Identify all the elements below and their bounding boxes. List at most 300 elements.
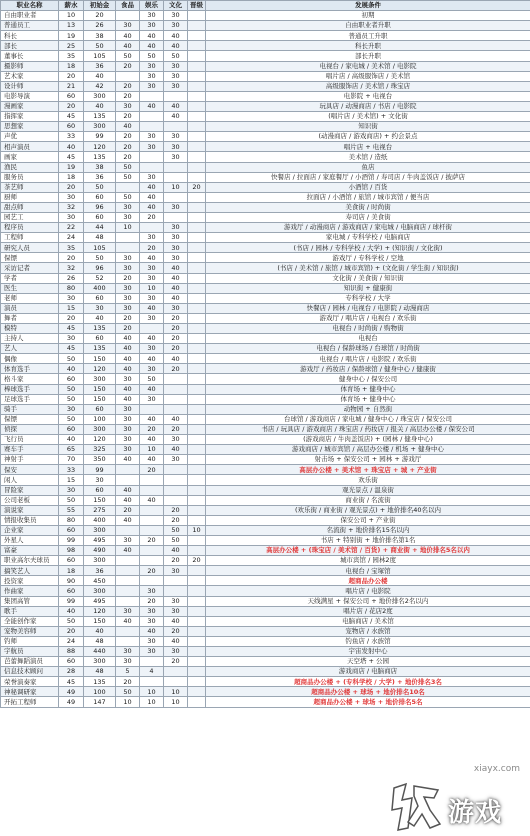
entertainment-cell: 30 [140, 263, 164, 273]
table-row [1, 636, 530, 646]
initial-funds-cell: 495 [84, 596, 116, 606]
job-name-cell: 飞行员 [1, 435, 59, 445]
culture-cell [164, 404, 188, 414]
conditions-cell: 观光景点 / 温泉街 [206, 485, 530, 495]
salary-cell: 40 [59, 142, 84, 152]
promotion-cell [188, 31, 206, 41]
initial-funds-cell: 40 [84, 71, 116, 81]
job-name-cell: 工程师 [1, 233, 59, 243]
table-row [1, 435, 530, 445]
promotion-cell [188, 677, 206, 687]
conditions-cell: 健身中心 / 保安公司 [206, 374, 530, 384]
table-row [1, 132, 530, 142]
culture-cell [164, 485, 188, 495]
entertainment-cell [140, 122, 164, 132]
salary-cell: 70 [59, 455, 84, 465]
table-row [1, 192, 530, 202]
promotion-cell [188, 485, 206, 495]
header-job-name: 职业名称 [1, 1, 59, 11]
entertainment-cell: 20 [140, 212, 164, 222]
culture-cell: 30 [164, 202, 188, 212]
entertainment-cell: 40 [140, 455, 164, 465]
header-entertainment: 娱乐 [140, 1, 164, 11]
initial-funds-cell: 300 [84, 586, 116, 596]
job-name-cell: 普通员工 [1, 21, 59, 31]
entertainment-cell: 10 [140, 445, 164, 455]
culture-cell: 20 [164, 505, 188, 515]
table-row [1, 152, 530, 162]
food-cell: 20 [116, 91, 140, 101]
food-cell: 40 [116, 334, 140, 344]
initial-funds-cell: 135 [84, 677, 116, 687]
entertainment-cell [140, 324, 164, 334]
promotion-cell [188, 202, 206, 212]
culture-cell [164, 192, 188, 202]
header-conditions: 发展条件 [206, 1, 530, 11]
conditions-cell: 快餐店 / 拉面店 / 家庭餐厅 / 小酒馆 / 寿司店 / 牛肉盖饭店 / 披萨店 [206, 172, 530, 182]
table-row [1, 687, 530, 697]
food-cell [116, 11, 140, 21]
entertainment-cell: 30 [140, 586, 164, 596]
conditions-cell: 动物园 + 自然街 [206, 404, 530, 414]
initial-funds-cell: 135 [84, 344, 116, 354]
salary-cell: 25 [59, 41, 84, 51]
promotion-cell [188, 435, 206, 445]
table-row [1, 424, 530, 434]
conditions-cell: 初期 [206, 11, 530, 21]
salary-cell: 20 [59, 313, 84, 323]
table-row [1, 445, 530, 455]
salary-cell: 35 [59, 51, 84, 61]
entertainment-cell [140, 475, 164, 485]
table-row [1, 505, 530, 515]
culture-cell: 40 [164, 101, 188, 111]
promotion-cell [188, 263, 206, 273]
conditions-cell: 唱片店 / 高级服饰店 / 美术馆 [206, 71, 530, 81]
promotion-cell [188, 364, 206, 374]
food-cell: 40 [116, 384, 140, 394]
job-name-cell: 宇航员 [1, 647, 59, 657]
entertainment-cell [140, 576, 164, 586]
conditions-cell: (唱片店 / 美术馆) + 文化街 [206, 112, 530, 122]
food-cell: 40 [116, 354, 140, 364]
conditions-cell: 天空塔 + 公园 [206, 657, 530, 667]
table-row [1, 61, 530, 71]
food-cell: 20 [116, 61, 140, 71]
initial-funds-cell: 135 [84, 152, 116, 162]
initial-funds-cell: 275 [84, 505, 116, 515]
table-row [1, 273, 530, 283]
conditions-cell: 超商品办公楼 [206, 576, 530, 586]
promotion-cell [188, 61, 206, 71]
conditions-cell: (书店 / 美术馆 / 旅馆 / 城市宾馆) + (文化街 / 学生街 / 知识街) [206, 263, 530, 273]
salary-cell: 33 [59, 465, 84, 475]
food-cell [116, 576, 140, 586]
job-name-cell: 电影导演 [1, 91, 59, 101]
table-row [1, 465, 530, 475]
job-name-cell: 模特 [1, 324, 59, 334]
watermark [378, 762, 530, 836]
entertainment-cell: 40 [140, 101, 164, 111]
entertainment-cell: 40 [140, 334, 164, 344]
initial-funds-cell: 60 [84, 212, 116, 222]
promotion-cell [188, 505, 206, 515]
promotion-cell [188, 324, 206, 334]
table-row [1, 384, 530, 394]
job-name-cell: 闲人 [1, 475, 59, 485]
promotion-cell [188, 233, 206, 243]
initial-funds-cell: 40 [84, 313, 116, 323]
initial-funds-cell: 50 [84, 253, 116, 263]
entertainment-cell: 30 [140, 293, 164, 303]
food-cell: 40 [116, 515, 140, 525]
table-row [1, 394, 530, 404]
salary-cell: 90 [59, 576, 84, 586]
initial-funds-cell: 42 [84, 81, 116, 91]
food-cell [116, 596, 140, 606]
promotion-cell [188, 172, 206, 182]
promotion-cell: 10 [188, 525, 206, 535]
initial-funds-cell: 300 [84, 556, 116, 566]
food-cell: 30 [116, 293, 140, 303]
food-cell [116, 566, 140, 576]
job-name-cell: 荣誉演奏家 [1, 677, 59, 687]
culture-cell: 40 [164, 414, 188, 424]
salary-cell: 65 [59, 445, 84, 455]
table-row [1, 414, 530, 424]
job-name-cell: 赛车手 [1, 445, 59, 455]
salary-cell: 18 [59, 172, 84, 182]
entertainment-cell: 40 [140, 303, 164, 313]
promotion-cell [188, 616, 206, 626]
table-row [1, 263, 530, 273]
initial-funds-cell: 36 [84, 61, 116, 71]
entertainment-cell: 30 [140, 273, 164, 283]
table-row [1, 223, 530, 233]
job-name-cell: 厨师 [1, 192, 59, 202]
salary-cell: 50 [59, 384, 84, 394]
conditions-cell: 高层办公楼 + 美术馆 + 珠宝店 + 城 + 产业街 [206, 465, 530, 475]
job-name-cell: 董事长 [1, 51, 59, 61]
initial-funds-cell: 36 [84, 566, 116, 576]
salary-cell: 88 [59, 647, 84, 657]
entertainment-cell: 10 [140, 697, 164, 707]
initial-funds-cell: 30 [84, 303, 116, 313]
entertainment-cell [140, 677, 164, 687]
initial-funds-cell: 150 [84, 354, 116, 364]
food-cell [116, 475, 140, 485]
salary-cell: 60 [59, 586, 84, 596]
salary-cell: 50 [59, 616, 84, 626]
job-name-cell: 指挥家 [1, 112, 59, 122]
conditions-cell: 自由职业者升职 [206, 21, 530, 31]
table-row [1, 364, 530, 374]
salary-cell: 13 [59, 21, 84, 31]
job-name-cell: 摄影师 [1, 61, 59, 71]
salary-cell: 33 [59, 132, 84, 142]
conditions-cell: 唱片店 + 电视台 [206, 142, 530, 152]
culture-cell [164, 394, 188, 404]
table-row [1, 374, 530, 384]
promotion-cell [188, 586, 206, 596]
table-row [1, 404, 530, 414]
entertainment-cell: 30 [140, 61, 164, 71]
promotion-cell [188, 495, 206, 505]
food-cell: 30 [116, 374, 140, 384]
culture-cell: 30 [164, 71, 188, 81]
salary-cell: 10 [59, 11, 84, 21]
table-row [1, 485, 530, 495]
job-name-cell: 保镖 [1, 253, 59, 263]
initial-funds-cell: 450 [84, 576, 116, 586]
salary-cell: 60 [59, 556, 84, 566]
conditions-cell: 美术馆 / 造纸 [206, 152, 530, 162]
salary-cell: 45 [59, 344, 84, 354]
job-name-cell: 足球选手 [1, 394, 59, 404]
conditions-cell: 电脑商店 / 美术馆 [206, 616, 530, 626]
entertainment-cell [140, 485, 164, 495]
promotion-cell [188, 91, 206, 101]
table-row [1, 41, 530, 51]
promotion-cell [188, 414, 206, 424]
table-row [1, 647, 530, 657]
initial-funds-cell: 100 [84, 414, 116, 424]
entertainment-cell: 40 [140, 31, 164, 41]
food-cell: 40 [116, 495, 140, 505]
food-cell: 20 [116, 677, 140, 687]
culture-cell: 30 [164, 81, 188, 91]
food-cell: 40 [116, 616, 140, 626]
food-cell: 40 [116, 122, 140, 132]
culture-cell: 10 [164, 687, 188, 697]
initial-funds-cell: 96 [84, 202, 116, 212]
salary-cell: 30 [59, 485, 84, 495]
job-name-cell: 企业家 [1, 525, 59, 535]
entertainment-cell: 20 [140, 243, 164, 253]
entertainment-cell: 30 [140, 616, 164, 626]
culture-cell: 40 [164, 293, 188, 303]
promotion-cell [188, 566, 206, 576]
job-name-cell: 茶艺师 [1, 182, 59, 192]
promotion-cell [188, 606, 206, 616]
initial-funds-cell: 38 [84, 162, 116, 172]
promotion-cell [188, 404, 206, 414]
culture-cell: 30 [164, 233, 188, 243]
promotion-cell [188, 455, 206, 465]
food-cell [116, 626, 140, 636]
culture-cell: 30 [164, 21, 188, 31]
food-cell: 30 [116, 202, 140, 212]
promotion-cell [188, 273, 206, 283]
salary-cell: 50 [59, 354, 84, 364]
food-cell: 40 [116, 344, 140, 354]
initial-funds-cell: 60 [84, 485, 116, 495]
conditions-cell: 寿司店 / 美食街 [206, 212, 530, 222]
initial-funds-cell: 50 [84, 182, 116, 192]
culture-cell: 20 [164, 334, 188, 344]
culture-cell [164, 122, 188, 132]
entertainment-cell: 30 [140, 313, 164, 323]
promotion-cell [188, 71, 206, 81]
promotion-cell [188, 112, 206, 122]
table-row [1, 546, 530, 556]
conditions-cell: 电视台 [206, 334, 530, 344]
conditions-cell: 知识街 + 健康街 [206, 283, 530, 293]
promotion-cell [188, 515, 206, 525]
initial-funds-cell: 300 [84, 525, 116, 535]
culture-cell: 50 [164, 51, 188, 61]
conditions-cell: 超商品办公楼 + 球场 + 地价排名10名 [206, 687, 530, 697]
promotion-cell [188, 122, 206, 132]
job-name-cell: 漫画家 [1, 101, 59, 111]
job-name-cell: 公司老板 [1, 495, 59, 505]
food-cell: 40 [116, 394, 140, 404]
conditions-cell: 名流街 + 地价排名15名以内 [206, 525, 530, 535]
conditions-cell: 射击场 + 保安公司 + 园林 + 游戏厅 [206, 455, 530, 465]
culture-cell: 30 [164, 223, 188, 233]
culture-cell [164, 677, 188, 687]
job-name-cell: 职业高尔夫球员 [1, 556, 59, 566]
job-name-cell: 钓师 [1, 636, 59, 646]
salary-cell: 40 [59, 364, 84, 374]
initial-funds-cell: 147 [84, 697, 116, 707]
conditions-cell: 游戏厅 / 唱片店 / 电视台 / 欢乐街 [206, 313, 530, 323]
watermark-site-text: xiayx.com [473, 764, 520, 774]
salary-cell: 60 [59, 91, 84, 101]
food-cell: 20 [116, 132, 140, 142]
entertainment-cell: 50 [140, 51, 164, 61]
promotion-cell [188, 667, 206, 677]
culture-cell: 30 [164, 596, 188, 606]
culture-cell: 40 [164, 354, 188, 364]
entertainment-cell: 30 [140, 172, 164, 182]
promotion-cell [188, 162, 206, 172]
conditions-cell: 游戏厅 / 专科学校 / 空地 [206, 253, 530, 263]
food-cell: 50 [116, 192, 140, 202]
culture-cell [164, 475, 188, 485]
job-name-cell: 神秘调研家 [1, 687, 59, 697]
job-name-cell: 富豪 [1, 546, 59, 556]
table-row [1, 233, 530, 243]
table-row [1, 212, 530, 222]
salary-cell: 45 [59, 324, 84, 334]
header-promotion: 晋级 [188, 1, 206, 11]
culture-cell [164, 586, 188, 596]
job-name-cell: 开拓工程师 [1, 697, 59, 707]
job-name-cell: 体育选手 [1, 364, 59, 374]
table-row [1, 172, 530, 182]
table-row [1, 81, 530, 91]
salary-cell: 99 [59, 596, 84, 606]
table-row [1, 31, 530, 41]
table-row [1, 11, 530, 21]
job-name-cell: 侦探 [1, 424, 59, 434]
promotion-cell [188, 647, 206, 657]
culture-cell: 50 [164, 535, 188, 545]
table-row [1, 313, 530, 323]
entertainment-cell: 30 [140, 394, 164, 404]
entertainment-cell: 30 [140, 606, 164, 616]
initial-funds-cell: 50 [84, 41, 116, 51]
job-name-cell: 部长 [1, 41, 59, 51]
promotion-cell [188, 636, 206, 646]
table-row [1, 182, 530, 192]
food-cell [116, 636, 140, 646]
job-name-cell: 保安 [1, 465, 59, 475]
initial-funds-cell: 100 [84, 687, 116, 697]
salary-cell: 49 [59, 687, 84, 697]
salary-cell: 49 [59, 697, 84, 707]
culture-cell: 40 [164, 283, 188, 293]
conditions-cell: 快餐店 / 园林 / 电视台 / 电影院 / 动漫商店 [206, 303, 530, 313]
table-row [1, 51, 530, 61]
culture-cell: 40 [164, 41, 188, 51]
initial-funds-cell: 150 [84, 495, 116, 505]
culture-cell: 20 [164, 364, 188, 374]
culture-cell [164, 495, 188, 505]
culture-cell: 40 [164, 445, 188, 455]
entertainment-cell: 30 [140, 364, 164, 374]
conditions-cell: 鱼店 [206, 162, 530, 172]
table-row [1, 142, 530, 152]
culture-cell [164, 162, 188, 172]
entertainment-cell: 40 [140, 182, 164, 192]
culture-cell: 10 [164, 697, 188, 707]
table-row [1, 324, 530, 334]
job-name-cell: 艺术家 [1, 71, 59, 81]
job-name-cell: 神射手 [1, 455, 59, 465]
table-row [1, 334, 530, 344]
salary-cell: 20 [59, 71, 84, 81]
culture-cell: 20 [164, 424, 188, 434]
promotion-cell [188, 596, 206, 606]
initial-funds-cell: 150 [84, 394, 116, 404]
culture-cell: 30 [164, 303, 188, 313]
job-name-cell: 外星人 [1, 535, 59, 545]
job-name-cell: 主持人 [1, 334, 59, 344]
table-row [1, 515, 530, 525]
job-name-cell: 老师 [1, 293, 59, 303]
food-cell: 30 [116, 435, 140, 445]
salary-cell: 55 [59, 505, 84, 515]
conditions-cell: 游戏厅 / 药妆店 / 保龄球馆 / 健身中心 / 健康街 [206, 364, 530, 374]
entertainment-cell [140, 152, 164, 162]
conditions-cell: 家电城 / 专科学校 / 电脑商店 [206, 233, 530, 243]
initial-funds-cell: 105 [84, 243, 116, 253]
salary-cell: 50 [59, 394, 84, 404]
culture-cell [164, 172, 188, 182]
conditions-cell: 科长升职 [206, 41, 530, 51]
culture-cell [164, 576, 188, 586]
food-cell: 20 [116, 313, 140, 323]
conditions-cell: 高层办公楼 + (珠宝店 / 美术馆 / 百货) + 商业街 + 地价排名5名以内 [206, 546, 530, 556]
entertainment-cell: 4 [140, 667, 164, 677]
entertainment-cell [140, 505, 164, 515]
culture-cell [164, 667, 188, 677]
salary-cell: 40 [59, 435, 84, 445]
promotion-cell [188, 465, 206, 475]
culture-cell: 30 [164, 435, 188, 445]
initial-funds-cell: 300 [84, 91, 116, 101]
conditions-cell: 唱片店 / 花店2度 [206, 606, 530, 616]
initial-funds-cell: 48 [84, 667, 116, 677]
job-name-cell: 服务员 [1, 172, 59, 182]
food-cell: 40 [116, 364, 140, 374]
table-row [1, 71, 530, 81]
food-cell: 30 [116, 404, 140, 414]
culture-cell: 30 [164, 253, 188, 263]
salary-cell: 18 [59, 61, 84, 71]
